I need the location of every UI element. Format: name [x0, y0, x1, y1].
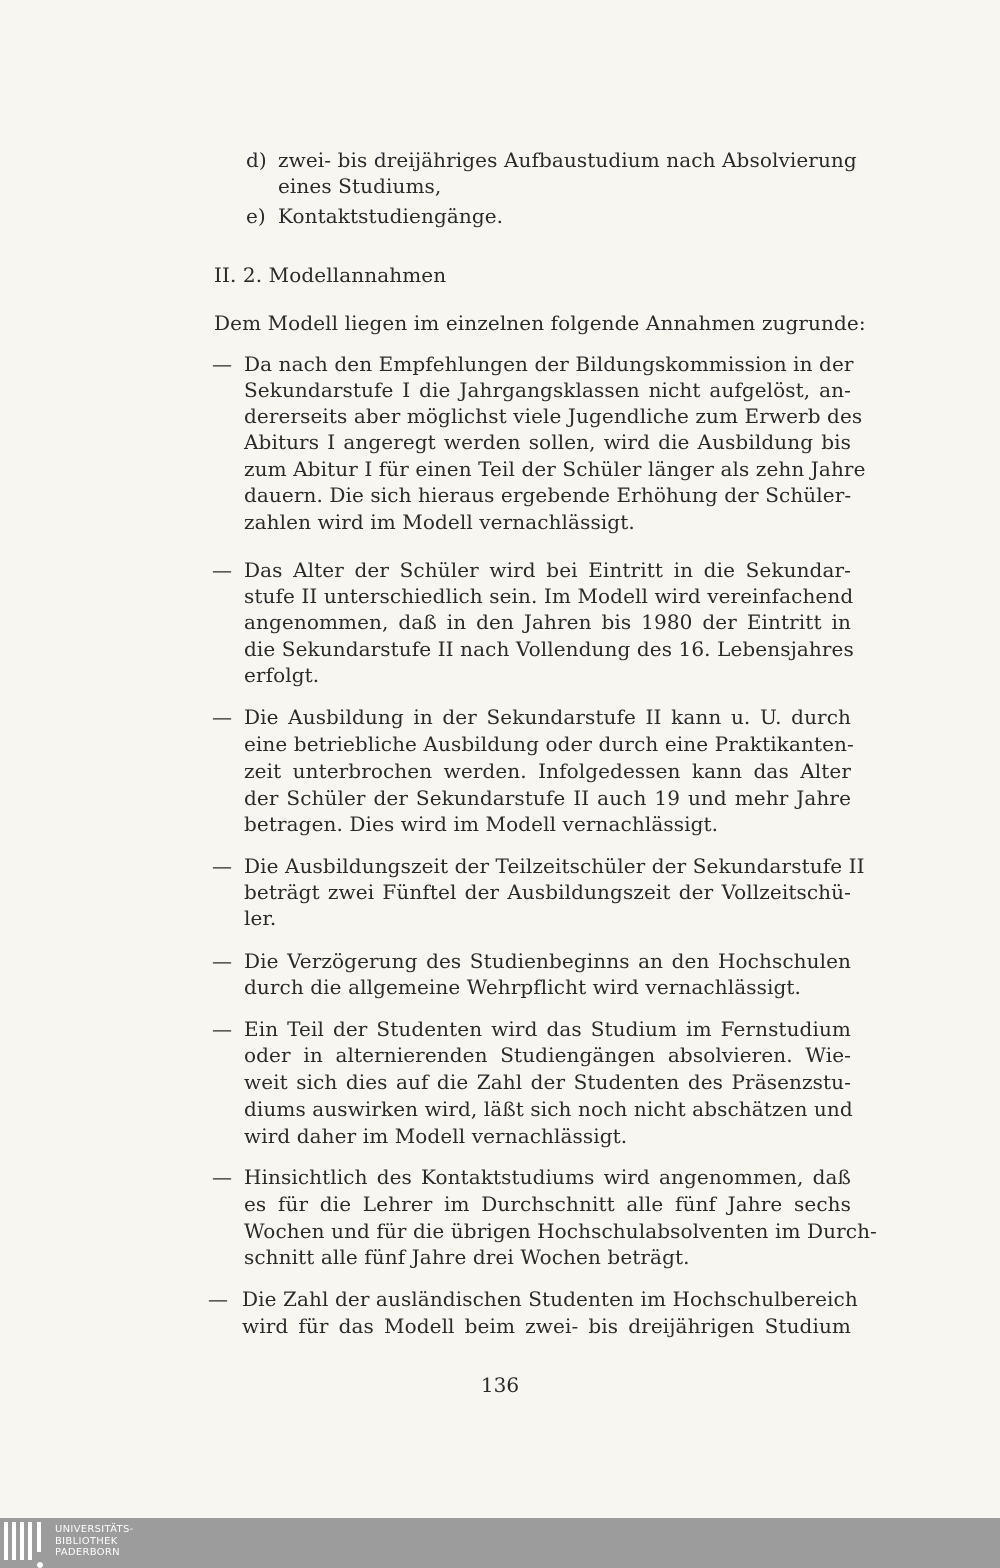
- dash-marker: —: [212, 1165, 232, 1189]
- assumption-1-line-1: Da nach den Empfehlungen der Bildungskommission in der: [244, 352, 854, 376]
- assumption-4-line-3: ler.: [244, 906, 277, 930]
- dash-marker: —: [208, 1287, 228, 1311]
- assumption-5-line-1: Die Verzögerung des Studienbeginns an den Hochschulen: [244, 949, 851, 973]
- dash-marker: —: [212, 352, 232, 376]
- assumption-6-line-2: oder in alternierenden Studiengängen absolvieren. Wie-: [244, 1043, 851, 1067]
- page-number: 136: [480, 1373, 520, 1397]
- list-marker-e: e): [246, 204, 266, 228]
- assumption-2-line-4: die Sekundarstufe II nach Vollendung des 16. Lebensjahres: [244, 637, 854, 661]
- assumption-8-line-1: Die Zahl der ausländischen Studenten im Hochschulbereich: [242, 1287, 858, 1311]
- assumption-3-line-3: zeit unterbrochen werden. Infolgedessen kann das Alter: [244, 759, 851, 783]
- library-logo-icon: [0, 1522, 48, 1564]
- assumption-6-line-1: Ein Teil der Studenten wird das Studium im Fernstudium: [244, 1017, 851, 1041]
- library-footer: [0, 1518, 1000, 1568]
- dash-marker: —: [212, 949, 232, 973]
- library-name-line-1: UNIVERSITÄTS-: [55, 1524, 134, 1535]
- assumption-2-line-5: erfolgt.: [244, 663, 320, 687]
- assumption-2-line-3: angenommen, daß in den Jahren bis 1980 der Eintritt in: [244, 610, 851, 634]
- assumption-4-line-1: Die Ausbildungszeit der Teilzeitschüler der Sekundarstufe II: [244, 854, 865, 878]
- intro-paragraph: Dem Modell liegen im einzelnen folgende Annahmen zugrunde:: [214, 311, 866, 335]
- assumption-6-line-3: weit sich dies auf die Zahl der Studenten des Präsenzstu-: [244, 1070, 851, 1094]
- assumption-3-line-4: der Schüler der Sekundarstufe II auch 19 und mehr Jahre: [244, 786, 851, 810]
- assumption-1-line-4: Abiturs I angeregt werden sollen, wird die Ausbildung bis: [244, 430, 851, 454]
- assumption-3-line-2: eine betriebliche Ausbildung oder durch eine Praktikanten-: [244, 732, 854, 756]
- dash-marker: —: [212, 1017, 232, 1041]
- list-item-d-line-2: eines Studiums,: [278, 174, 442, 198]
- library-logo-text: [55, 1524, 134, 1559]
- assumption-3-line-5: betragen. Dies wird im Modell vernachlässigt.: [244, 812, 719, 836]
- assumption-1-line-6: dauern. Die sich hieraus ergebende Erhöhung der Schüler-: [244, 483, 852, 507]
- list-item-e-line-1: Kontaktstudiengänge.: [278, 204, 504, 228]
- assumption-6-line-4: diums auswirken wird, läßt sich noch nicht abschätzen und: [244, 1097, 853, 1121]
- assumption-1-line-3: dererseits aber möglichst viele Jugendliche zum Erwerb des: [244, 404, 863, 428]
- assumption-5-line-2: durch die allgemeine Wehrpflicht wird vernachlässigt.: [244, 975, 801, 999]
- assumption-1-line-2: Sekundarstufe I die Jahrgangsklassen nicht aufgelöst, an-: [244, 378, 851, 402]
- assumption-7-line-1: Hinsichtlich des Kontaktstudiums wird angenommen, daß: [244, 1165, 851, 1189]
- assumption-2-line-2: stufe II unterschiedlich sein. Im Modell wird vereinfachend: [244, 584, 854, 608]
- assumption-1-line-5: zum Abitur I für einen Teil der Schüler länger als zehn Jahre: [244, 457, 866, 481]
- assumption-7-line-2: es für die Lehrer im Durchschnitt alle fünf Jahre sechs: [244, 1192, 851, 1216]
- assumption-2-line-1: Das Alter der Schüler wird bei Eintritt in die Sekundar-: [244, 558, 851, 582]
- assumption-7-line-4: schnitt alle fünf Jahre drei Wochen beträgt.: [244, 1245, 690, 1269]
- assumption-1-line-7: zahlen wird im Modell vernachlässigt.: [244, 510, 635, 534]
- assumption-7-line-3: Wochen und für die übrigen Hochschulabsolventen im Durch-: [244, 1219, 877, 1243]
- assumption-4-line-2: beträgt zwei Fünftel der Ausbildungszeit der Vollzeitschü-: [244, 880, 851, 904]
- library-name-line-3: PADERBORN: [55, 1547, 120, 1558]
- assumption-6-line-5: wird daher im Modell vernachlässigt.: [244, 1124, 628, 1148]
- dash-marker: —: [212, 854, 232, 878]
- assumption-8-line-2: wird für das Modell beim zwei- bis dreijährigen Studium: [242, 1314, 851, 1338]
- list-item-d-line-1: zwei- bis dreijähriges Aufbaustudium nach Absolvierung: [278, 148, 857, 172]
- dash-marker: —: [212, 705, 232, 729]
- assumption-3-line-1: Die Ausbildung in der Sekundarstufe II kann u. U. durch: [244, 705, 851, 729]
- library-name-line-2: BIBLIOTHEK: [55, 1535, 118, 1547]
- list-marker-d: d): [246, 148, 267, 172]
- section-heading: II. 2. Modellannahmen: [214, 263, 447, 287]
- dash-marker: —: [212, 558, 232, 582]
